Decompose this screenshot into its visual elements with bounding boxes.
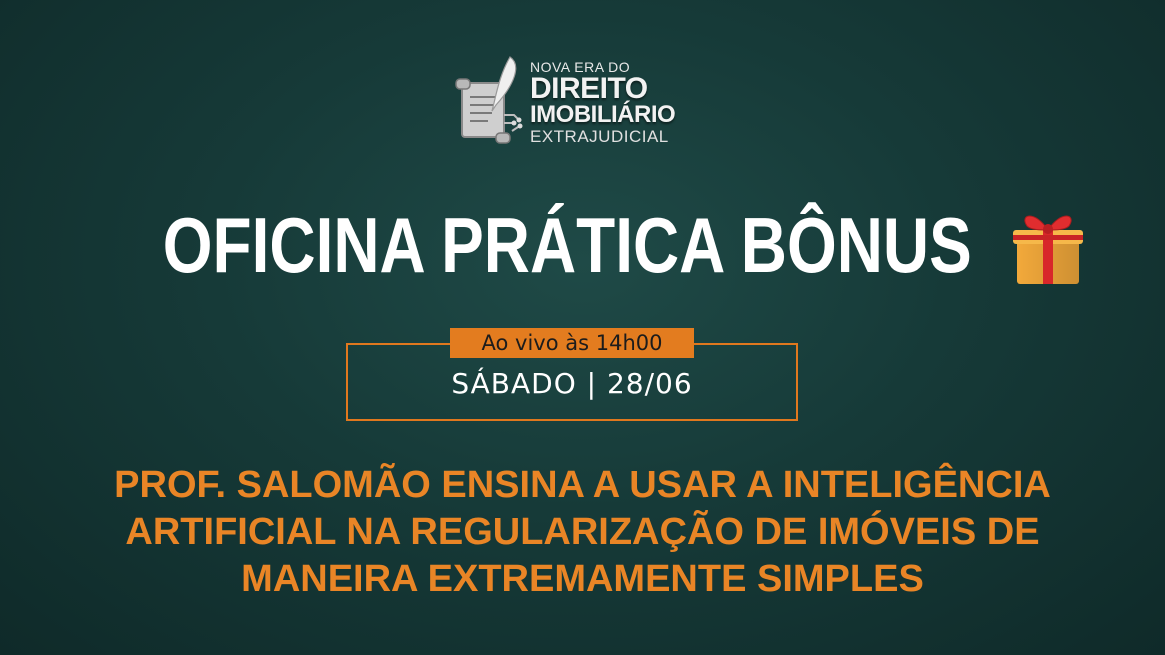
gift-icon xyxy=(1005,202,1091,288)
logo-line-3: EXTRAJUDICIAL xyxy=(530,127,669,146)
description-line: PROF. SALOMÃO ENSINA A USAR A INTELIGÊNCIA xyxy=(114,464,1051,506)
headline-title: OFICINA PRÁTICA BÔNUS xyxy=(162,201,972,289)
logo-line-1: DIREITO xyxy=(530,72,648,105)
logo-text xyxy=(530,59,675,147)
event-date: SÁBADO | 28/06 xyxy=(451,367,693,400)
description xyxy=(40,462,1125,603)
logo-line-2: IMOBILIÁRIO xyxy=(530,101,676,128)
live-time-badge: Ao vivo às 14h00 xyxy=(450,328,694,358)
logo-tagline: NOVA ERA DO xyxy=(530,59,631,75)
headline xyxy=(0,200,1165,290)
description-line: ARTIFICIAL NA REGULARIZAÇÃO DE IMÓVEIS DE xyxy=(125,511,1040,553)
brand-logo xyxy=(452,55,712,155)
quill-scroll-icon xyxy=(452,55,532,150)
description-line: MANEIRA EXTREMAMENTE SIMPLES xyxy=(241,558,924,600)
